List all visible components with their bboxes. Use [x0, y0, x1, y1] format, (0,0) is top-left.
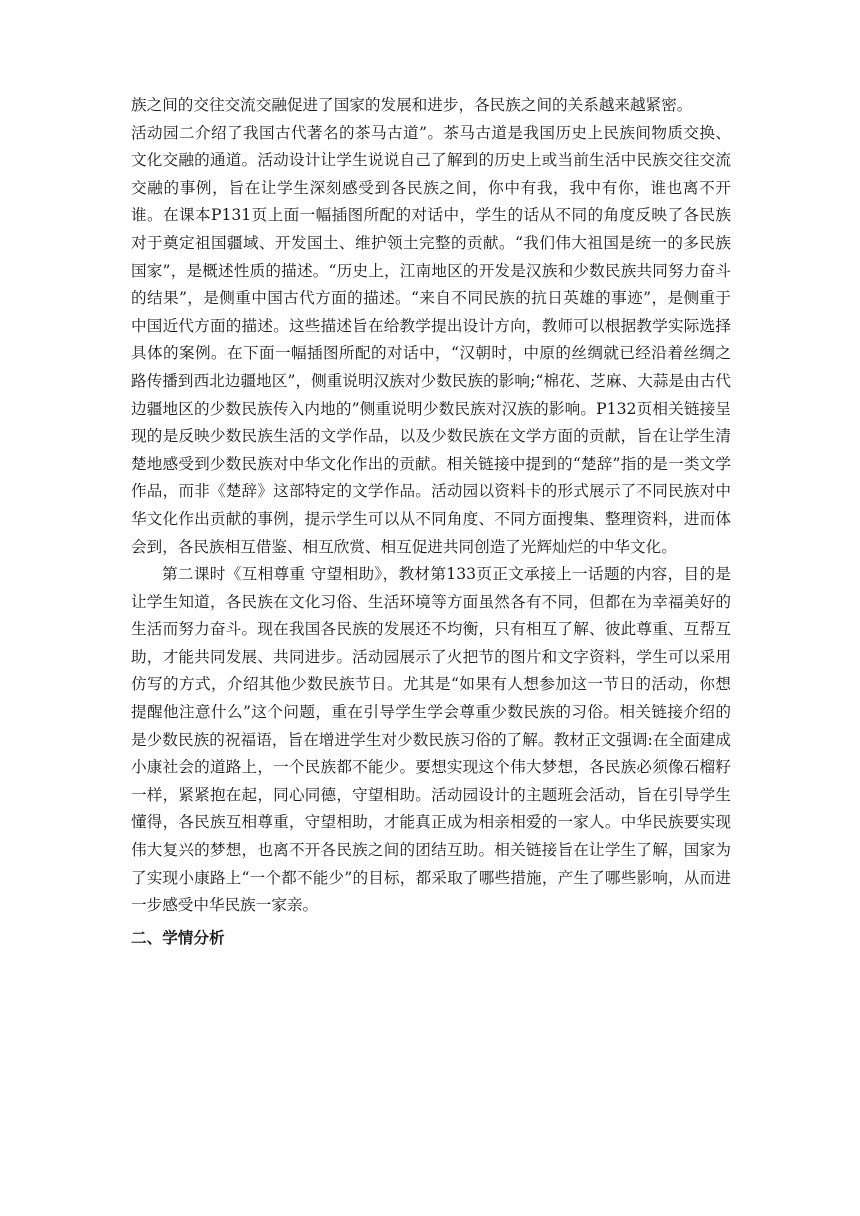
paragraph-3: 第二课时《互相尊重 守望相助》，教材第133页正文承接上一话题的内容，目的是让学生知道，各民族在文化习俗、生活环境等方面虽然各有不同，但都在为幸福美好的生活而努力奋斗。现在我国各民族的发展还不均衡，只有相互了解、彼此尊重、互帮互助，才能共同发展、共同进步。活动园展示了火把节的图片和文字资料，学生可以采用仿写的方式，介绍其他少数民族节日。尤其是“如果有人想参加这一节日的活动，你想提醒他注意什么”这个问题，重在引导学生学会尊重少数民族的习俗。相关链接介绍的是少数民族的祝福语，旨在增进学生对少数民族习俗的了解。教材正文强调:在全面建成小康社会的道路上，一个民族都不能少。要想实现这个伟大梦想，各民族必须像石榴籽一样，紧紧抱在起，同心同德，守望相助。活动园设计的主题班会活动，旨在引导学生懂得，各民族互相尊重，守望相助，才能真正成为相亲相爱的一家人。中华民族要实现伟大复兴的梦想，也离不开各民族之间的团结互助。相关链接旨在让学生了解，国家为了实现小康路上“一个都不能少”的目标，都采取了哪些措施，产生了哪些影响，从而进一步感受中华民族一家亲。	[131, 565, 731, 915]
paragraph-2: 活动园二介绍了我国古代著名的茶马古道”。茶马古道是我国历史上民族间物质交换、文化交融的通道。活动设计让学生说说自己了解到的历史上或当前生活中民族交往交流交融的事例，旨在让学生深刻感受到各民族之间，你中有我，我中有你，谁也离不开谁。在课本P131页上面一幅插图所配的对话中，学生的话从不同的角度反映了各民族对于奠定祖国疆域、开发国土、维护领土完整的贡献。“我们伟大祖国是统一的多民族国家”，是概述性质的描述。“历史上，江南地区的开发是汉族和少数民族共同努力奋斗的结果”，是侧重中国古代方面的描述。“来自不同民族的抗日英雄的事迹”，是侧重于中国近代方面的描述。这些描述旨在给教学提出设计方向，教师可以根据教学实际选择具体的案例。在下面一幅插图所配的对话中，“汉朝时，中原的丝绸就已经沿着丝绸之路传播到西北边疆地区”，侧重说明汉族对少数民族的影响;“棉花、芝麻、大蒜是由古代边疆地区的少数民族传入内地的”侧重说明少数民族对汉族的影响。P132页相关链接呈现的是反映少数民族生活的文学作品，以及少数民族在文学方面的贡献，旨在让学生清楚地感受到少数民族对中华文化作出的贡献。相关链接中提到的“楚辞”指的是一类文学作品，而非《楚辞》这部特定的文学作品。活动园以资料卡的形式展示了不同民族对中华文化作出贡献的事例，提示学生可以从不同角度、不同方面搜集、整理资料，进而体会到，各民族相互借鉴、相互欣赏、相互促进共同创造了光辉灿烂的中华文化。	[131, 123, 731, 556]
document-page	[131, 92, 731, 951]
paragraph-1: 族之间的交往交流交融促进了国家的发展和进步，各民族之间的关系越来越紧密。	[131, 96, 693, 114]
section-heading: 二、学情分析	[131, 927, 225, 947]
